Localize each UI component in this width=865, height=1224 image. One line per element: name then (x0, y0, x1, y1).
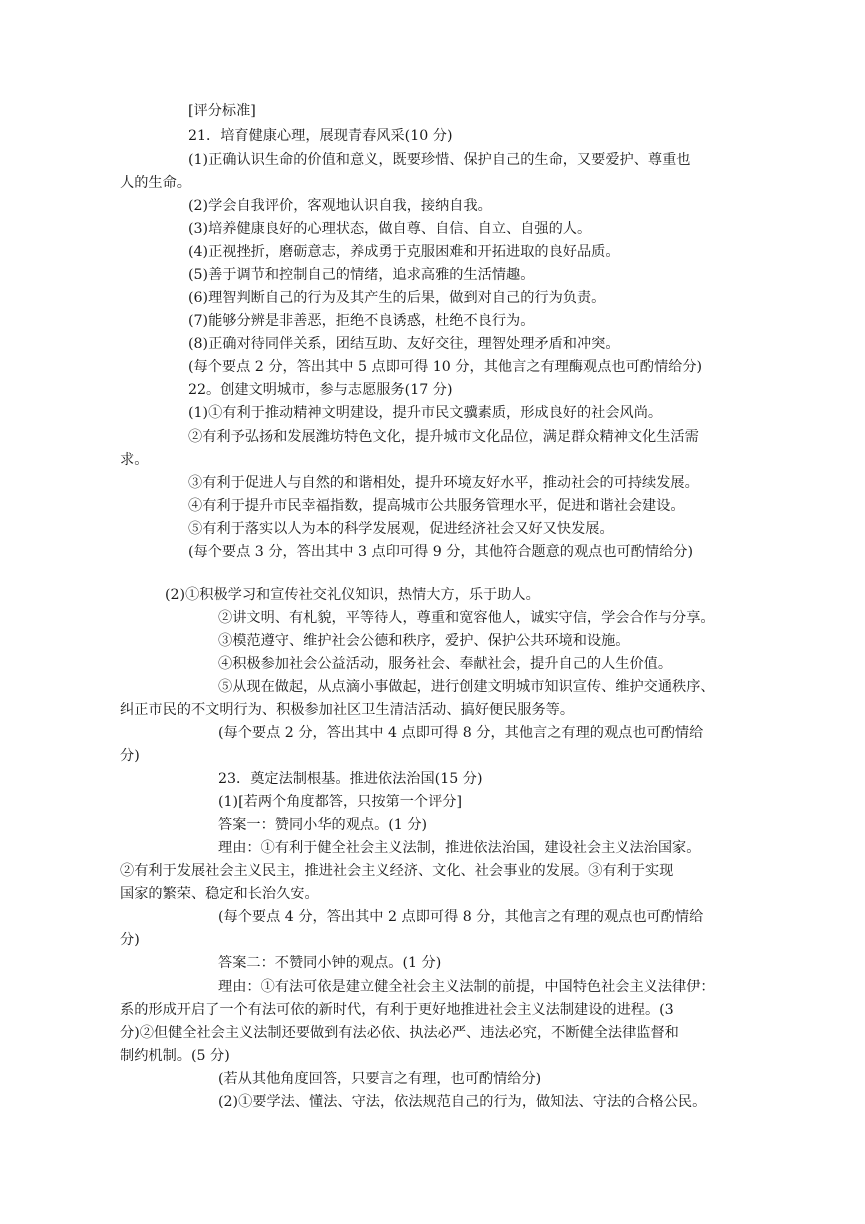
text-line: (2)①积极学习和宣传社交礼仪知识，热情大方，乐于助人。 (165, 587, 540, 603)
question-21-title: 21．培育健康心理，展现青春风采(10 分) (188, 128, 453, 144)
scoring-note: (每个要点 2 分，答出其中 4 点即可得 8 分，其他言之有理的观点也可酌情给 (218, 725, 704, 741)
text-line: ③有利于促进人与自然的和谐相处，提升环境友好水平，推动社会的可持续发展。 (188, 475, 699, 491)
text-line: 人的生命。 (120, 175, 191, 191)
text-line: (1)①有利于推动精神文明建设，提升市民文骥素质，形成良好的社会风尚。 (188, 405, 663, 421)
text-line: ③模范遵守、维护社会公德和秩序，爱护、保护公共环境和设施。 (218, 633, 630, 649)
text-line: ②讲文明、有札貌，平等待人，尊重和宽容他人，诚实守信，学会合作与分享。 (218, 610, 715, 626)
text-line: (7)能够分辨是非善恶，拒绝不良诱惑，杜绝不良行为。 (188, 313, 535, 329)
text-line: ④有利于提升市民幸福指数，提高城市公共服务管理水平，促进和谐社会建设。 (188, 498, 685, 514)
text-line: ⑤从现在做起，从点滴小事做起，进行创建文明城市知识宣传、维护交通秩序、 (218, 679, 715, 695)
text-line: (2)①要学法、懂法、守法，依法规范自己的行为，做知法、守法的合格公民。 (218, 1094, 707, 1110)
text-line: 理由：①有法可依是建立健全社会主义法制的前提，中国特色社会主义法律伊： (218, 979, 715, 995)
question-23-title: 23．奠定法制根基。推进依法治国(15 分) (218, 771, 483, 787)
scoring-note: (每个要点 4 分，答出其中 2 点即可得 8 分，其他言之有理的观点也可酌情给 (218, 909, 704, 925)
text-line: (2)学会自我评价，客观地认识自我，接纳自我。 (188, 198, 492, 214)
text-line: (6)理智判断自己的行为及其产生的后果，做到对自己的行为负责。 (188, 290, 606, 306)
section-header: [评分标准] (188, 103, 256, 119)
text-line: (5)善于调节和控制自己的情绪，追求高雅的生活情趣。 (188, 267, 535, 283)
text-line: ⑤有利于落实以人为本的科学发展观，促进经济社会又好又快发展。 (188, 521, 614, 537)
text-line: 分) (120, 932, 140, 948)
text-line: (4)正视挫折，磨砺意志，养成勇于克服困难和开拓进取的良好品质。 (188, 244, 620, 260)
text-line: (8)正确对待同伴关系，团结互助、友好交往，理智处理矛盾和冲突。 (188, 336, 620, 352)
text-line: 理由：①有利于健全社会主义法制，推进依法治国，建设社会主义法治国家。 (218, 840, 701, 856)
text-line: 答案二：不赞同小钟的观点。(1 分) (218, 955, 442, 971)
text-line: (3)培养健康良好的心理状态，做自尊、自信、自立、自强的人。 (188, 221, 592, 237)
text-line: (1)[若两个角度都答，只按第一个评分] (218, 794, 462, 810)
text-line: 求。 (120, 452, 149, 468)
question-22-title: 22。创建文明城市，参与志愿服务(17 分) (188, 382, 453, 398)
text-line: (1)正确认识生命的价值和意义，既要珍惜、保护自己的生命，又要爱护、尊重也 (188, 152, 691, 168)
scoring-note: (每个要点 3 分，答出其中 3 点印可得 9 分，其他符合题意的观点也可酌情给分) (188, 544, 694, 560)
text-line: 国家的繁荣、稳定和长治久安。 (120, 886, 319, 902)
text-line: 分) (120, 748, 140, 764)
text-line: ②有利予弘扬和发展潍坊特色文化，提升城市文化品位，满足群众精神文化生活需 (188, 429, 699, 445)
text-line: ②有利于发展社会主义民主，推进社会主义经济、文化、社会事业的发展。③有利于实现 (120, 863, 674, 879)
text-line: ④积极参加社会公益活动，服务社会、奉献社会，提升自己的人生价值。 (218, 656, 673, 672)
text-line: 答案一：赞同小华的观点。(1 分) (218, 817, 428, 833)
text-line: 纠正市民的不文明行为、积极参加社区卫生清洁活动、搞好便民服务等。 (120, 702, 575, 718)
scoring-note: (若从其他角度回答，只要言之有理，也可酌情给分) (218, 1071, 542, 1087)
text-line: 制约机制。(5 分) (120, 1048, 230, 1064)
scoring-note: (每个要点 2 分，答出其中 5 点即可得 10 分，其他言之有理酶观点也可酌情给分) (188, 359, 703, 375)
text-line: 系的形成开启了一个有法可依的新时代，有利于更好地推进社会主义法制建设的进程。(3 (120, 1002, 674, 1018)
text-line: 分)②但健全社会主义法制还要做到有法必依、执法必严、违法必究，不断健全法律监督和 (120, 1025, 679, 1041)
